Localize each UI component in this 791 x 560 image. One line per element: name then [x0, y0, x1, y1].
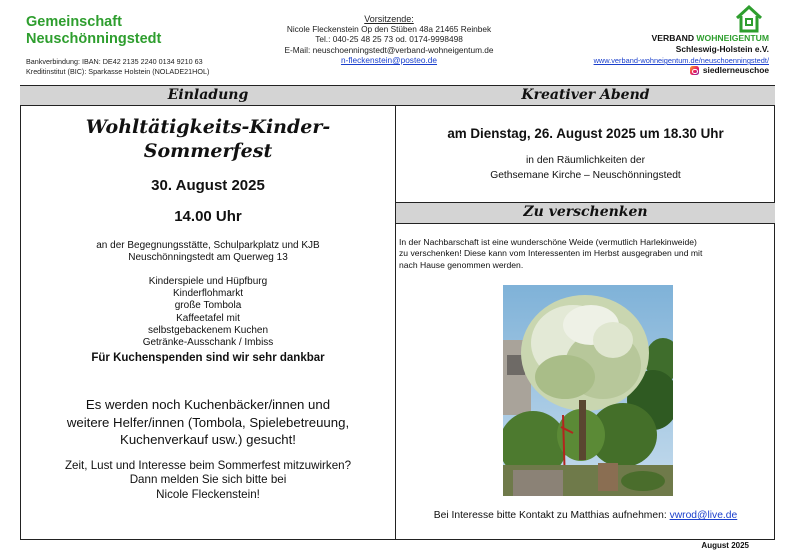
footer-date: August 2025	[701, 541, 749, 550]
band-einladung: Einladung	[20, 85, 396, 106]
fest-venue-line1: an der Begegnungsstätte, Schulparkplatz und KJB	[96, 240, 320, 251]
place-line2: Gethsemane Kirche – Neuschönningstedt	[490, 169, 681, 181]
bank-iban: Bankverbindung: IBAN: DE42 2135 2240 0134 9210 63	[26, 57, 203, 66]
program-item: selbstgebackenem Kuchen	[147, 324, 269, 336]
helpers-line1: Es werden noch Kuchenbäcker/innen und	[85, 397, 331, 413]
cake-donation-note: Für Kuchenspenden sind wir sehr dankbar	[91, 352, 325, 365]
org-name-line1: Gemeinschaft	[26, 14, 122, 30]
call-line2: Dann melden Sie sich bitte bei	[129, 473, 287, 487]
chair-email-link[interactable]: n-fleckenstein@posteo.de	[340, 54, 438, 65]
contact-text: Bei Interesse bitte Kontakt zu Matthias aufnehmen:	[433, 510, 670, 521]
helpers-line2: weitere Helfer/innen (Tombola, Spielebetreuung,	[66, 414, 350, 430]
instagram-text: siedlerneuschoe	[702, 65, 769, 75]
place-line1: in den Räumlichkeiten der	[525, 155, 646, 166]
invitation-section	[21, 113, 395, 502]
program-list	[21, 276, 395, 349]
call-to-action	[21, 459, 395, 502]
creative-evening-place	[396, 154, 775, 183]
fest-venue	[21, 240, 395, 264]
fest-venue-line2: Neuschönningstedt am Querweg 13	[128, 252, 288, 263]
fest-title-line2: Sommerfest	[143, 140, 273, 162]
org-header	[26, 14, 276, 48]
contact-line	[396, 510, 775, 521]
instagram-handle[interactable]	[690, 66, 769, 76]
fest-title-line1: Wohltätigkeits-Kinder-	[85, 116, 331, 138]
fest-time: 14.00 Uhr	[174, 208, 242, 225]
program-item: Getränke-Ausschank / Imbiss	[142, 337, 274, 349]
instagram-icon	[690, 66, 699, 75]
program-item: Kinderflohmarkt	[172, 288, 244, 300]
willow-tree-photo	[503, 285, 673, 496]
call-line1: Zeit, Lust und Interesse beim Sommerfest mitzuwirken?	[64, 459, 352, 472]
creative-evening-date: am Dienstag, 26. August 2025 um 18.30 Uhr	[447, 126, 724, 141]
chair-address: Nicole Fleckenstein Op den Stüben 48a 21465 Reinbek	[286, 24, 492, 35]
willow-tree-illustration	[503, 285, 673, 496]
bank-details	[26, 57, 209, 76]
chair-email: E-Mail: neuschoenningstedt@verband-wohneigentum.de	[284, 44, 494, 55]
band-zu-verschenken: Zu verschenken	[396, 202, 775, 224]
verband-url-link[interactable]: www.verband-wohneigentum.de/neuschoenningstedt/	[593, 56, 769, 65]
verband-block	[529, 4, 769, 80]
bank-bic: Kreditinstitut (BIC): Sparkasse Holstein (NOLADE21HOL)	[26, 66, 210, 76]
fest-date: 30. August 2025	[151, 177, 265, 194]
giveaway-line1: In der Nachbarschaft ist eine wunderschöne Weide (vermutlich Harlekinweide)	[399, 237, 697, 247]
org-name-line2: Neuschönningstedt	[26, 31, 162, 47]
program-item: Kaffeetafel mit	[176, 312, 240, 324]
chair-label: Vorsitzende:	[364, 14, 414, 24]
fest-title	[21, 115, 395, 163]
helpers-wanted	[21, 396, 395, 449]
program-item: Kinderspiele und Hüpfburg	[148, 276, 268, 287]
call-line3: Nicole Fleckenstein!	[156, 487, 260, 501]
helpers-line3: Kuchenverkauf usw.) gesucht!	[120, 432, 296, 448]
contact-email-link[interactable]: vwrod@live.de	[669, 510, 738, 521]
house-logo-icon	[734, 4, 764, 34]
program-item: große Tombola	[174, 300, 242, 312]
verband-green: WOHNEIGENTUM	[696, 33, 769, 43]
giveaway-line2: zu verschenken! Diese kann vom Interessenten im Herbst ausgegraben und mit	[399, 248, 703, 259]
verband-prefix: VERBAND	[651, 33, 697, 43]
verband-name	[652, 34, 769, 44]
giveaway-text	[399, 237, 771, 271]
verband-region: Schleswig-Holstein e.V.	[675, 44, 769, 54]
giveaway-line3: nach Hause genommen werden.	[399, 259, 524, 270]
chair-phone: Tel.: 040-25 48 25 73 od. 0174-9998498	[315, 34, 463, 45]
chair-contact	[262, 14, 516, 65]
band-kreativer-abend: Kreativer Abend	[396, 85, 775, 106]
